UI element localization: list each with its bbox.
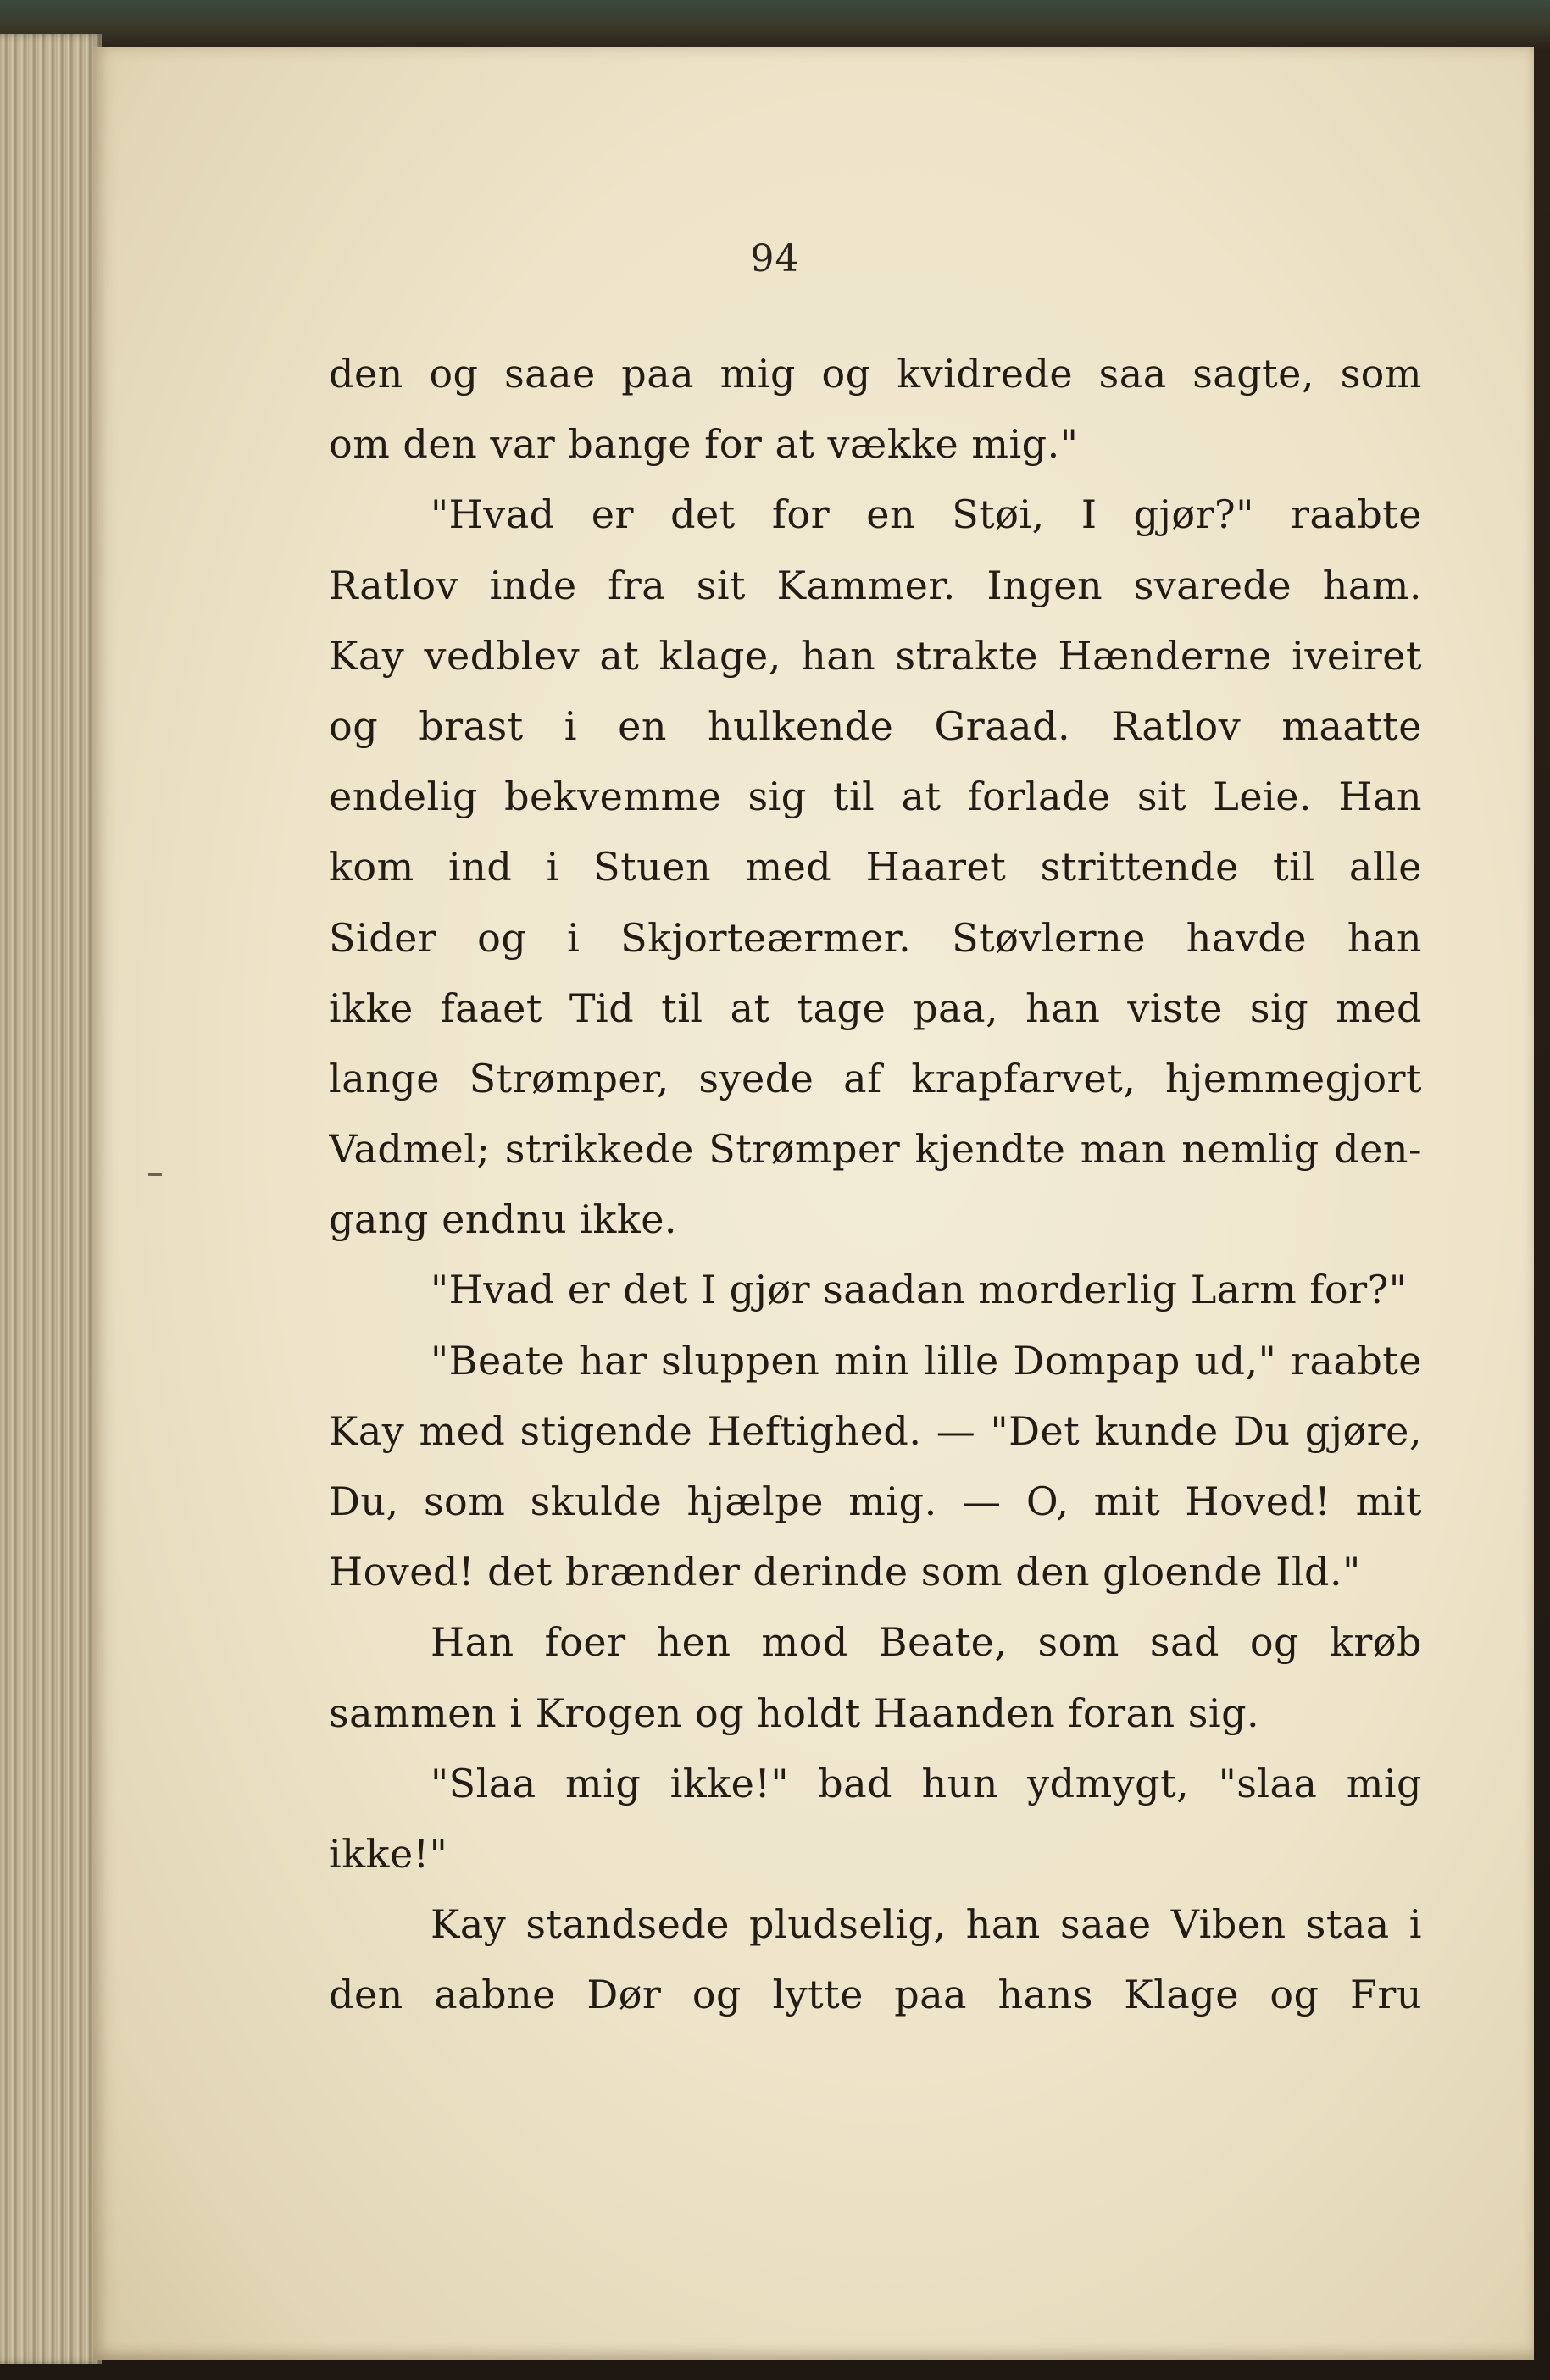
text-line: gang endnu ikke. [329,1196,678,1243]
text-line: kom ind i Stuen med Haaret strittende til alle [329,844,1422,890]
text-line: Sider og i Skjorteærmer. Støvlerne havde han [329,914,1422,961]
text-line: sammen i Krogen og holdt Haanden foran sig. [329,1689,1260,1736]
text-line: lange Strømper, syede af krapfarvet, hjemmegjort [329,1055,1422,1101]
text-line: Du, som skulde hjælpe mig. — O, mit Hoved! mit [329,1478,1422,1524]
text-line: Han foer hen mod Beate, som sad og krøb [431,1619,1422,1666]
text-line: "Slaa mig ikke!" bad hun ydmygt, "slaa mig [431,1760,1422,1806]
text-line: Ratlov inde fra sit Kammer. Ingen svarede ham. [329,562,1422,608]
text-line: Hoved! det brænder derinde som den gloende Ild." [329,1549,1361,1595]
text-line: ikke faaet Tid til at tage paa, han viste sig med [329,985,1422,1031]
text-line: endelig bekvemme sig til at forlade sit Leie. Han [329,774,1422,820]
text-line: Kay vedblev at klage, han strakte Hænderne iveiret [329,632,1422,679]
body-text [329,339,1422,2031]
text-line: "Hvad er det I gjør saadan morderlig Larm for?" [431,1267,1408,1313]
text-line: Kay med stigende Heftighed. — "Det kunde Du gjøre, [329,1407,1422,1454]
text-line: "Beate har sluppen min lille Dompap ud," raabte [431,1337,1422,1384]
text-line: den og saae paa mig og kvidrede saa sagte, som [329,351,1422,397]
page-number: 94 [750,237,800,280]
text-line: Vadmel; strikkede Strømper kjendte man nemlig den- [329,1126,1422,1173]
book-page-edges [0,34,102,2364]
text-line: om den var bange for at vække mig." [329,421,1079,468]
text-line: Kay standsede pludselig, han saae Viben staa i [431,1901,1422,1948]
text-line: den aabne Dør og lytte paa hans Klage og Fru [329,1972,1422,2018]
text-line: ikke!" [329,1830,448,1877]
text-line: "Hvad er det for en Støi, I gjør?" raabte [431,491,1422,538]
text-line: og brast i en hulkende Graad. Ratlov maatte [329,702,1422,749]
margin-mark [148,1173,162,1176]
